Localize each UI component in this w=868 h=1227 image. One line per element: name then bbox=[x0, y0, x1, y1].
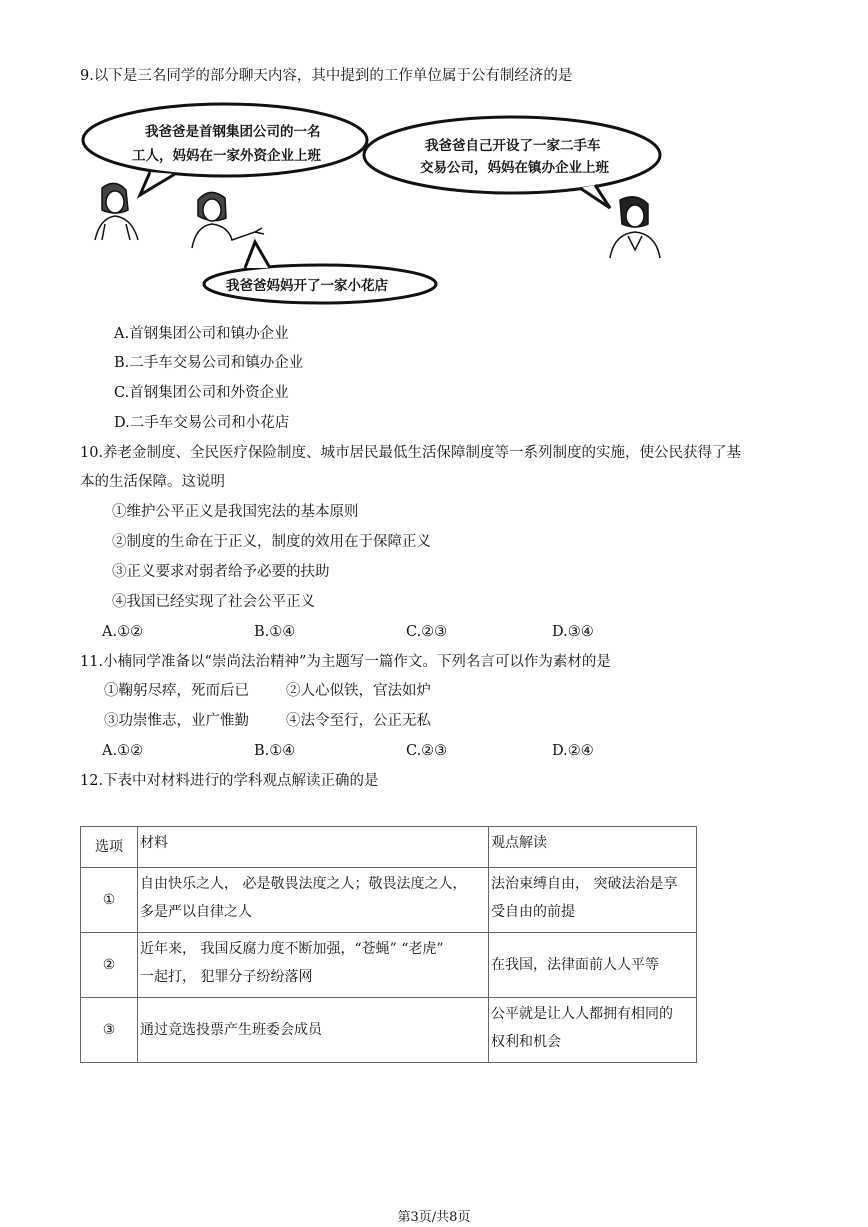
q11-item-1: ①鞠躬尽瘁，死而后已 bbox=[104, 683, 249, 699]
bubble2-line1: 我爸爸自己开设了一家二手车 bbox=[425, 138, 601, 154]
header-view: 观点解读 bbox=[489, 827, 697, 868]
row1-material: 自由快乐之人， 必是敬畏法度之人；敬畏法度之人， 多是严以自律之人 bbox=[138, 868, 489, 933]
table-row bbox=[81, 933, 697, 998]
table-row bbox=[81, 868, 697, 933]
speech-bubble-3 bbox=[204, 242, 436, 303]
q11-option-b: B.①④ bbox=[254, 743, 296, 759]
q11-item-3: ③功崇惟志，业广惟勤 bbox=[104, 713, 249, 729]
speech-bubble-2 bbox=[364, 117, 660, 208]
q10-item-4: ④我国已经实现了社会公平正义 bbox=[112, 594, 315, 610]
bubble3-text: 我爸爸妈妈开了一家小花店 bbox=[226, 278, 388, 294]
q9-option-a: A.首钢集团公司和镇办企业 bbox=[114, 326, 289, 342]
q12-stem: 12.下表中对材料进行的学科观点解读正确的是 bbox=[80, 773, 379, 789]
q10-option-b: B.①④ bbox=[254, 624, 296, 640]
q9-option-c: C.首钢集团公司和外资企业 bbox=[114, 385, 289, 401]
q10-stem-line1: 10.养老金制度、全民医疗保险制度、城市居民最低生活保障制度等一系列制度的实施，使公民获得了基 bbox=[80, 445, 742, 461]
q11-item-2: ②人心似铁，官法如炉 bbox=[286, 683, 431, 699]
table-row bbox=[81, 998, 697, 1063]
row3-option: ③ bbox=[81, 998, 138, 1063]
table-header-row bbox=[81, 827, 697, 868]
bubble1-line2: 工人，妈妈在一家外资企业上班 bbox=[132, 148, 321, 164]
page-footer: 第3页/共8页 bbox=[397, 1210, 471, 1225]
row2-view: 在我国，法律面前人人平等 bbox=[489, 933, 697, 998]
header-material: 材料 bbox=[138, 827, 489, 868]
student-figure-3 bbox=[610, 197, 660, 258]
q10-option-d: D.③④ bbox=[552, 624, 594, 640]
q11-item-4: ④法令至行，公正无私 bbox=[286, 713, 431, 729]
q9-chat-illustration bbox=[80, 100, 670, 310]
q10-option-a: A.①② bbox=[102, 624, 144, 640]
student-figure-2 bbox=[192, 192, 264, 248]
row1-view: 法治束缚自由， 突破法治是享 受自由的前提 bbox=[489, 868, 697, 933]
q10-option-c: C.②③ bbox=[406, 624, 448, 640]
bubble2-line2: 交易公司，妈妈在镇办企业上班 bbox=[420, 160, 609, 176]
q11-option-d: D.②④ bbox=[552, 743, 594, 759]
q11-option-c: C.②③ bbox=[406, 743, 448, 759]
row3-view: 公平就是让人人都拥有相同的 权利和机会 bbox=[489, 998, 697, 1063]
q11-option-a: A.①② bbox=[102, 743, 144, 759]
row1-option: ① bbox=[81, 868, 138, 933]
row2-option: ② bbox=[81, 933, 138, 998]
q11-stem: 11.小楠同学准备以“崇尚法治精神”为主题写一篇作文。下列名言可以作为素材的是 bbox=[80, 654, 611, 670]
bubble1-line1: 我爸爸是首钢集团公司的一名 bbox=[145, 124, 321, 140]
speech-bubble-1 bbox=[83, 104, 367, 195]
q10-item-1: ①维护公平正义是我国宪法的基本原则 bbox=[112, 504, 359, 520]
q10-item-2: ②制度的生命在于正义，制度的效用在于保障正义 bbox=[112, 534, 431, 550]
row3-material: 通过竞选投票产生班委会成员 bbox=[138, 998, 489, 1063]
q12-material-table bbox=[80, 826, 697, 1063]
q9-stem: 9.以下是三名同学的部分聊天内容，其中提到的工作单位属于公有制经济的是 bbox=[80, 68, 573, 84]
q10-stem-line2: 本的生活保障。这说明 bbox=[80, 474, 225, 490]
q9-option-d: D.二手车交易公司和小花店 bbox=[114, 415, 290, 431]
q10-item-3: ③正义要求对弱者给予必要的扶助 bbox=[112, 564, 330, 580]
header-option: 选项 bbox=[81, 827, 138, 868]
student-figure-1 bbox=[95, 183, 138, 240]
q9-option-b: B.二手车交易公司和镇办企业 bbox=[114, 355, 304, 371]
row2-material: 近年来， 我国反腐力度不断加强，“苍蝇” “老虎” 一起打， 犯罪分子纷纷落网 bbox=[138, 933, 489, 998]
